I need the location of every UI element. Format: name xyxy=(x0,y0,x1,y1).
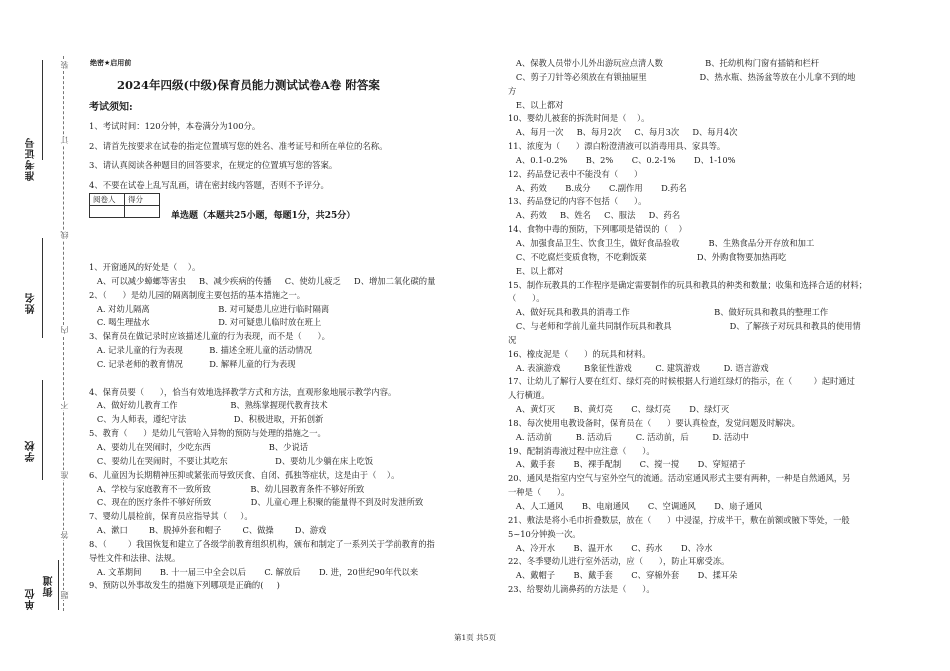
question-line: 12、药品登记表中不能没有（ ） xyxy=(508,168,643,179)
question-line: 1、开窗通风的好处是（ ）。 xyxy=(89,262,201,272)
question-line: 20、通风是指室内空气与室外空气的流通。活动室通风形式主要有两种，一种是自然通风，另 xyxy=(508,473,851,484)
question-line: 5、教育（ ）是幼儿气管哈入异物的预防与处理的措施之一。 xyxy=(89,428,326,439)
question-line: 方 xyxy=(508,85,517,96)
question-line: C、现在的医疗条件不够好所致 D、儿童心理上积聚的能量得不到及时发泄所致 xyxy=(89,497,424,508)
question-line: A、做好幼儿教育工作 B、熟练掌握现代教育技术 xyxy=(89,400,328,411)
question-line: 17、让幼儿了解行人要在红灯、绿灯亮的时候根据人行道红绿灯的指示，在（ ）起时通过 xyxy=(508,376,855,387)
section-title: 单选题（本题共25小题，每题1分，共25分） xyxy=(171,211,356,221)
notice-item: 4、不要在试卷上乱写乱画，请在密封线内答题，否则不予评分。 xyxy=(89,179,329,190)
question-line: 3、保育员在做记录时应该描述儿童的行为表现，而不是（ ）。 xyxy=(89,331,330,342)
question-line: A、人工通风 B、电扇通风 C、空调通风 D、扇子通风 xyxy=(508,501,763,511)
question-line: A、加强食品卫生、饮食卫生，做好食品验收 B、生熟食品分开存放和加工 xyxy=(508,237,815,248)
question-line: 2、（ ）是幼儿园的隔离制度主要包括的基本措施之一。 xyxy=(89,289,306,300)
question-line: 一种是（ ）。 xyxy=(508,487,570,498)
question-line: A、0.1-0.2% B、2% C、0.2-1% D、1-10% xyxy=(508,154,736,165)
question-line: 9、预防以外事故发生的措施下列哪项是正确的( ) xyxy=(89,580,280,591)
secret-mark: 绝密★启用前 xyxy=(90,59,132,67)
question-line: C. 喝生理盐水 D. 对可疑患儿临时放在班上 xyxy=(89,317,322,328)
binding-mark: 订 xyxy=(60,136,69,144)
question-line: A、做好玩具和教具的消毒工作 B、做好玩具和教具的整理工作 xyxy=(508,307,829,318)
question-line: 21、敷法是将小毛巾折叠数层，放在（ ）中浸湿，拧成半干，敷在前额或腋下等处，一般 xyxy=(508,514,850,525)
blank-line-xingming xyxy=(42,238,43,338)
question-line: 5~10分钟换一次。 xyxy=(508,528,581,539)
label-jiedao: 街道 xyxy=(44,575,55,597)
question-line: 16、橡皮泥是（ ）的玩具和材料。 xyxy=(508,348,651,359)
question-line: 导性文件和法律、法规。 xyxy=(89,552,181,563)
blank-line-zhunkaozheng xyxy=(42,60,43,160)
blank-line-xuexiao xyxy=(42,380,43,480)
question-line: E、以上都对 xyxy=(508,99,564,110)
question-line: 14、食物中毒的预防，下列哪项是错误的（ ） xyxy=(508,224,687,235)
question-line: A、药效 B.成分 C.副作用 D.药名 xyxy=(508,182,687,193)
question-line: C、不吃腐烂变质食物，不吃剩饭菜 D、外购食物要加热再吃 xyxy=(508,251,787,262)
page-title: 2024年四级(中级)保育员能力测试试卷A卷 附答案 xyxy=(117,78,380,92)
binding-mark: 不 xyxy=(60,401,69,409)
label-xingming: 姓名 xyxy=(26,292,37,314)
question-line: C. 记录老师的教育情况 D. 解释儿童的行为表现 xyxy=(89,358,296,369)
question-line: 况 xyxy=(508,334,517,345)
question-line: A、可以减少蟑螂等害虫 B、减少疾病的传播 C、使幼儿疲乏 D、增加二氧化碳的量 xyxy=(89,275,436,286)
score-table-grader-blank[interactable] xyxy=(90,206,125,218)
question-line: 15、制作玩教具的工作程序是确定需要制作的玩具和教具的种类和数量；收集和选择合适的材料； xyxy=(508,279,868,290)
question-line xyxy=(89,372,489,386)
question-line: C、与老师和学前儿童共同制作玩具和教具 D、了解孩子对玩具和教具的使用情 xyxy=(508,321,861,332)
question-line: 8、（ ）我国恢复和建立了各级学前教育组织机构，颁布和制定了一系列关于学前教育的指 xyxy=(89,538,435,549)
question-line: A、冷开水 B、温开水 C、药水 D、冷水 xyxy=(508,542,713,553)
label-xuexiao: 学校 xyxy=(26,440,37,462)
binding-mark: 答 xyxy=(60,531,69,539)
question-line: 22、冬季婴幼儿进行室外活动，应（ ），防止耳廓受冻。 xyxy=(508,556,730,567)
question-line: A. 文革期间 B. 十一届三中全会以后 C. 解放后 D. 进，20世纪90年代以来 xyxy=(89,566,419,577)
notice-item: 1、考试时间：120分钟，本卷满分为100分。 xyxy=(89,121,261,131)
question-line: A. 活动前 B. 活动后 C. 活动前，后 D. 活动中 xyxy=(508,431,749,442)
question-line: A. 记录儿童的行为表现 B. 描述全班儿童的活动情况 xyxy=(89,345,312,356)
question-line: 13、药品登记的内容不包括（ ）。 xyxy=(508,196,647,207)
binding-mark: 题 xyxy=(60,591,69,599)
score-table-score-blank[interactable] xyxy=(125,206,160,218)
question-line: A. 对幼儿隔离 B. 对可疑患儿应进行临时隔离 xyxy=(89,303,330,314)
question-line: 6、儿童因为长期精神压抑或紧张而导致厌食、自闭、孤独等症状，这是由于（ ）。 xyxy=(89,469,400,480)
notice-list xyxy=(89,117,484,195)
binding-mark: 线 xyxy=(60,231,69,239)
question-line: A、黄灯灭 B、黄灯亮 C、绿灯亮 D、绿灯灭 xyxy=(508,404,730,415)
question-line: A、戴帽子 B、戴手套 C、穿棉外套 D、揉耳朵 xyxy=(508,570,738,581)
question-line: A、药效 B、姓名 C、服法 D、药名 xyxy=(508,210,681,221)
question-line: A. 表演游戏 B象征性游戏 C. 建筑游戏 D. 语言游戏 xyxy=(508,362,769,373)
question-line: 7、婴幼儿晨检前，保育员应指导其（ ）。 xyxy=(89,511,253,522)
question-line: 人行横道。 xyxy=(508,390,550,401)
question-line: A、要幼儿在哭闹时，少吃东西 B、少说话 xyxy=(89,441,309,452)
blank-line-danwei xyxy=(58,560,59,610)
notice-item: 2、请首先按要求在试卷的指定位置填写您的姓名、准考证号和所在单位的名称。 xyxy=(89,140,388,151)
binding-mark: 准 xyxy=(60,471,69,479)
right-question-column xyxy=(508,57,914,597)
question-line: （ ）。 xyxy=(508,293,545,304)
binding-mark: 内 xyxy=(60,326,69,334)
question-line: 4、保育员要（ ），恰当有效地选择教学方式和方法，直观形象地展示教学内容。 xyxy=(89,386,397,397)
question-line: 23、给婴幼儿滴鼻药的方法是（ ）。 xyxy=(508,584,655,595)
notice-heading: 考试须知: xyxy=(89,102,133,113)
question-line: A、戴手套 B、裸手配制 C、搅一搅 D、穿短裙子 xyxy=(508,459,746,470)
score-table-grader: 阅卷人 xyxy=(90,194,125,206)
question-line: A、每月一次 B、每月2次 C、每月3次 D、每月4次 xyxy=(508,127,738,138)
left-question-column xyxy=(89,261,489,593)
question-line: 18、每次使用电教设备时，保育员在（ ）要认真检查，发觉问题及时解决。 xyxy=(508,417,800,428)
question-line: C、剪子刀针等必须放在有锁抽屉里 D、热水瓶、热汤盆等放在小儿拿不到的地 xyxy=(508,71,856,82)
score-table xyxy=(89,193,160,218)
question-line: E、以上都对 xyxy=(508,265,564,276)
score-table-score: 得分 xyxy=(125,194,160,206)
notice-item: 3、请认真阅读各种题目的回答要求，在规定的位置填写您的答案。 xyxy=(89,160,338,171)
label-zhunkaozheng: 准考证号 xyxy=(26,137,37,181)
question-line: 11、浓度为（ ）漂白粉澄清液可以消毒用具、家具等。 xyxy=(508,141,726,152)
question-line: A、学校与家庭教育不一致所致 B、幼儿园教育条件不够好所致 xyxy=(89,483,365,494)
question-line: A、漱口 B、脱掉外套和帽子 C、做操 D、游戏 xyxy=(89,525,327,536)
question-line: 10、婴幼儿被套的拆洗时间是（ ）。 xyxy=(508,113,650,124)
label-danwei: 单位 xyxy=(26,588,37,610)
page-footer: 第1页 共5页 xyxy=(454,633,496,642)
question-line: C、为人师表，遵纪守法 D、积极进取，开拓创新 xyxy=(89,414,324,425)
question-line: 19、配制消毒液过程中应注意（ ）。 xyxy=(508,445,655,456)
question-line: A、保教人员带小儿外出游玩应点清人数 B、托幼机构门窗有插销和栏杆 xyxy=(508,58,820,68)
question-line: C、要幼儿在哭闹时，不要让其吃东 D、要幼儿少躺在床上吃饭 xyxy=(89,455,374,466)
binding-mark: 装 xyxy=(60,61,69,69)
